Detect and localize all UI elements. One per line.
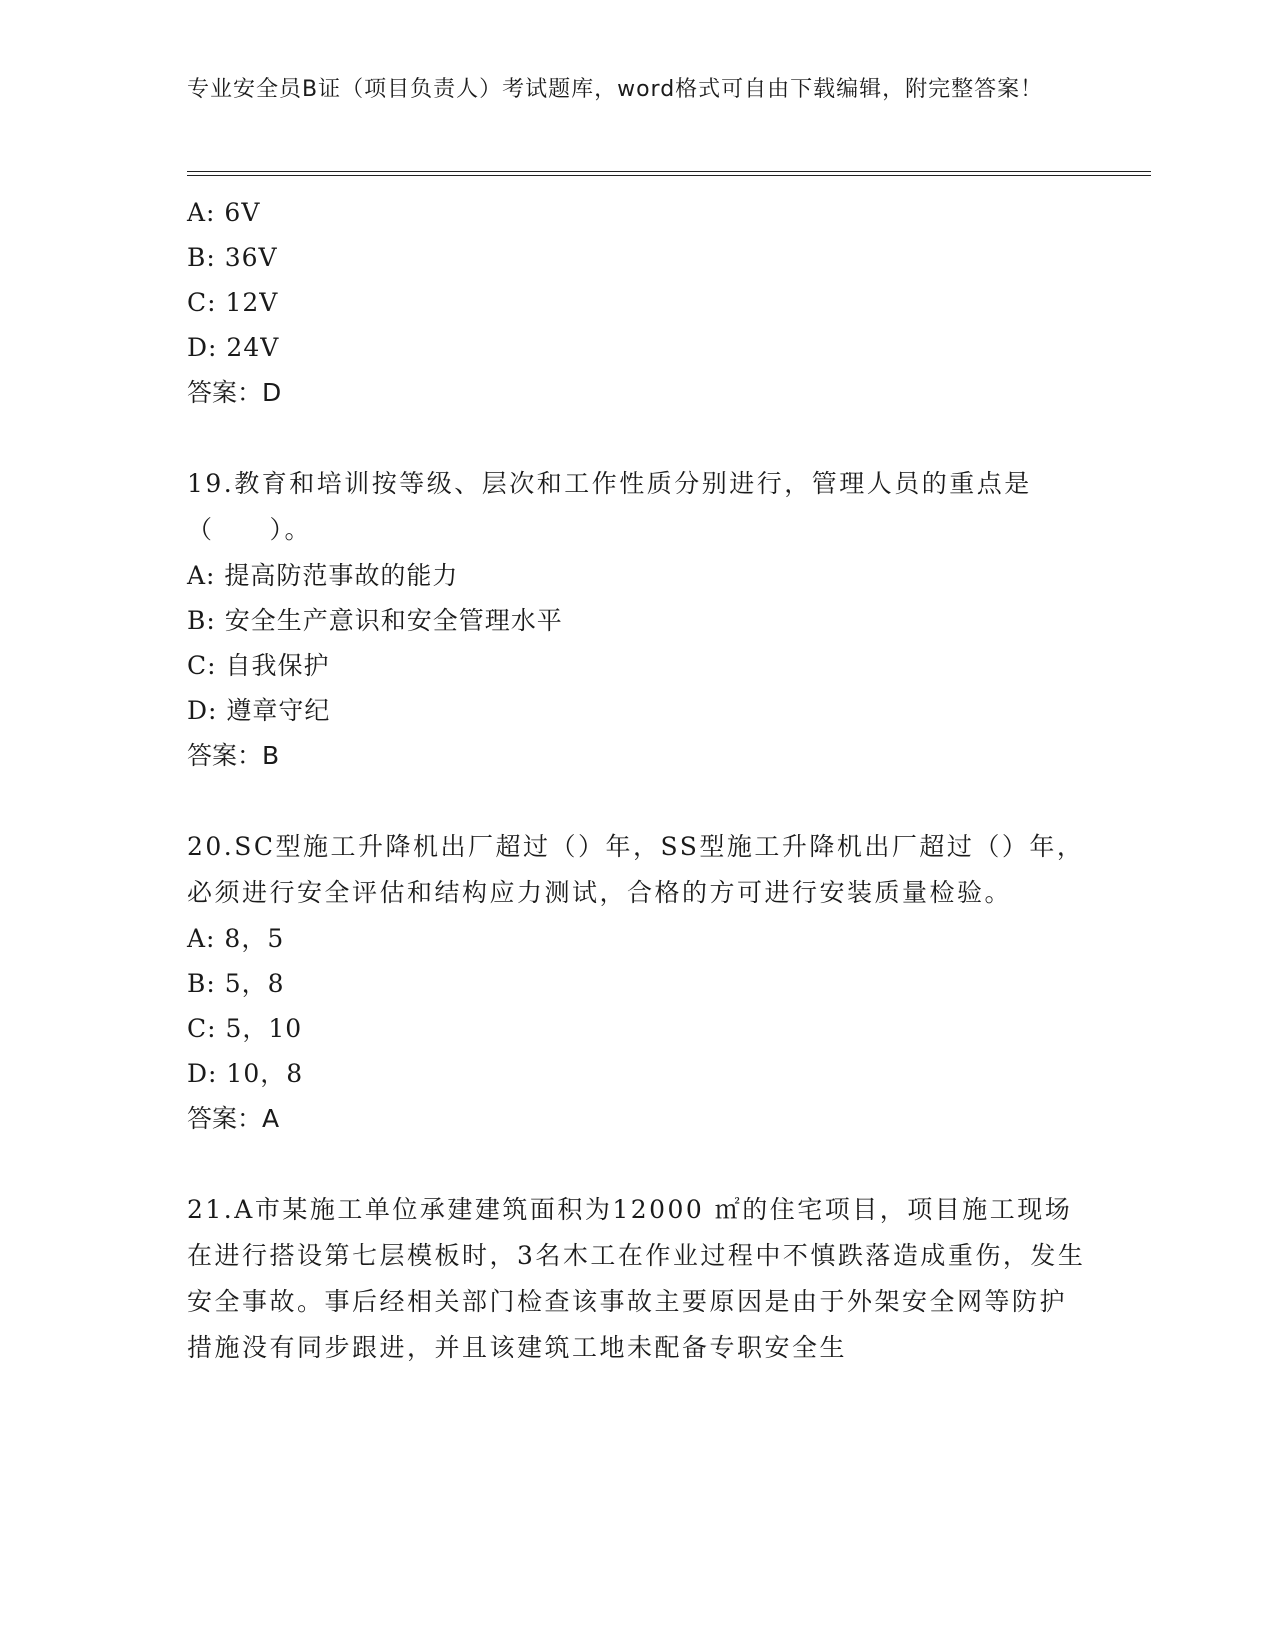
option-d: D: 24V bbox=[187, 333, 280, 362]
answer: 答案：D bbox=[187, 378, 282, 407]
option-c: C: 自我保护 bbox=[187, 651, 330, 680]
document-header: 专业安全员B证（项目负责人）考试题库，word格式可自由下载编辑，附完整答案！ bbox=[187, 77, 1044, 102]
question-19-block bbox=[187, 461, 1087, 778]
answer: 答案：A bbox=[187, 1104, 280, 1133]
option-a: A: 8，5 bbox=[187, 924, 285, 953]
option-b: B: 安全生产意识和安全管理水平 bbox=[187, 606, 563, 635]
option-d: D: 遵章守纪 bbox=[187, 696, 331, 725]
option-b: B: 36V bbox=[187, 243, 278, 272]
option-b: B: 5，8 bbox=[187, 969, 285, 998]
question-stem: 20.SC型施工升降机出厂超过（）年，SS型施工升降机出厂超过（）年，必须进行安全评估和结构应力测试，合格的方可进行安装质量检验。 bbox=[187, 832, 1085, 907]
question-20-block bbox=[187, 824, 1087, 1141]
question-stem: 21.A市某施工单位承建建筑面积为12000 ㎡的住宅项目，项目施工现场在进行搭设第七层模板时，3名木工在作业过程中不慎跌落造成重伤，发生安全事故。事后经相关部门检查该事故主要原因是由于外架安全网等防护措施没有同步跟进，并且该建筑工地未配备专职安全生 bbox=[187, 1195, 1086, 1362]
question-18-block bbox=[187, 190, 1087, 415]
answer: 答案：B bbox=[187, 741, 280, 770]
header-rule-bottom bbox=[187, 175, 1151, 176]
option-c: C: 12V bbox=[187, 288, 279, 317]
option-d: D: 10，8 bbox=[187, 1059, 304, 1088]
option-a: A: 提高防范事故的能力 bbox=[187, 561, 459, 590]
question-list bbox=[187, 190, 1087, 1371]
question-stem: 19.教育和培训按等级、层次和工作性质分别进行，管理人员的重点是（ ）。 bbox=[187, 469, 1032, 544]
option-c: C: 5，10 bbox=[187, 1014, 303, 1043]
question-21-block bbox=[187, 1187, 1087, 1371]
header-rule-top bbox=[187, 171, 1151, 172]
option-a: A: 6V bbox=[187, 198, 261, 227]
